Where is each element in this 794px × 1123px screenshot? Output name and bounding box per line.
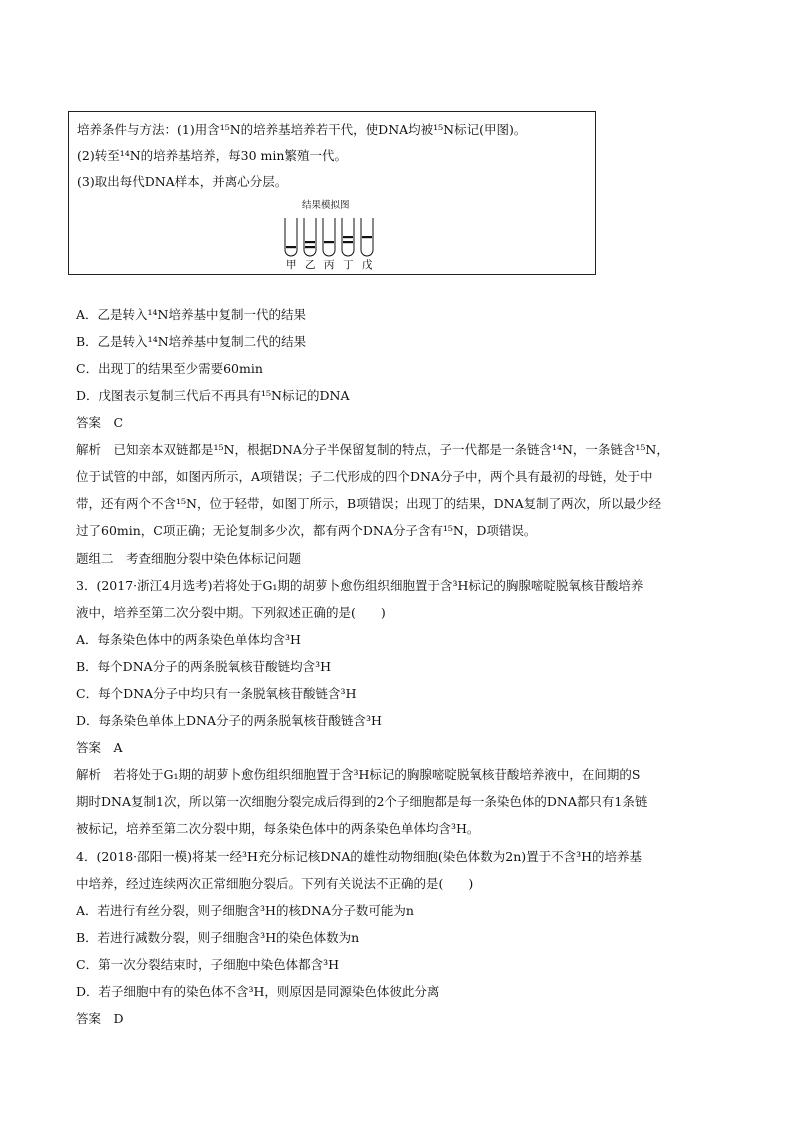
diagram-title: 结果模拟图 bbox=[302, 200, 350, 211]
band-jia-heavy bbox=[286, 246, 296, 248]
q3-option-d: D．每条染色单体上DNA分子的两条脱氧核苷酸链含³H bbox=[76, 713, 382, 728]
q2-option-b: B．乙是转入¹⁴N培养基中复制二代的结果 bbox=[76, 334, 307, 349]
band-yi-middle bbox=[305, 241, 315, 243]
band-wu-light bbox=[362, 236, 372, 238]
q3-stem: 3．(2017·浙江4月选考)若将处于G₁期的胡萝卜愈伤组织细胞置于含³H标记的胸腺嘧啶脱氧核苷酸培养 bbox=[76, 578, 644, 593]
q2-option-c: C．出现丁的结果至少需要60min bbox=[76, 361, 263, 376]
test-tube-diagram bbox=[281, 212, 381, 270]
box-line-3: (3)取出每代DNA样本，并离心分层。 bbox=[77, 174, 288, 189]
q2-analysis-line: 过了60min，C项正确；无论复制多少次，都有两个DNA分子含有¹⁵N，D项错误。 bbox=[76, 523, 537, 538]
tube-label: 丁 bbox=[343, 259, 354, 270]
q3-option-a: A．每条染色体中的两条染色单体均含³H bbox=[76, 632, 301, 647]
box-line-1: 培养条件与方法：(1)用含¹⁵N的培养基培养若干代，使DNA均被¹⁵N标记(甲图)。 bbox=[77, 122, 527, 137]
q2-option-d: D．戊图表示复制三代后不再具有¹⁵N标记的DNA bbox=[76, 388, 350, 403]
experiment-box bbox=[68, 111, 596, 275]
q3-option-c: C．每个DNA分子中均只有一条脱氧核苷酸链含³H bbox=[76, 686, 357, 701]
q2-analysis-line: 位于试管的中部，如图丙所示，A项错误；子二代形成的四个DNA分子中，两个具有最初的母链，处于中 bbox=[76, 469, 653, 484]
band-ding-light bbox=[343, 236, 353, 238]
band-yi-heavy bbox=[305, 246, 315, 248]
q3-analysis-line: 期时DNA复制1次，所以第一次细胞分裂完成后得到的2个子细胞都是每一条染色体的DNA都只有1条链 bbox=[76, 794, 648, 809]
q2-option-a: A．乙是转入¹⁴N培养基中复制一代的结果 bbox=[76, 307, 306, 322]
tube-jia bbox=[285, 218, 297, 256]
q2-analysis-line: 解析 已知亲本双链都是¹⁵N，根据DNA分子半保留复制的特点，子一代都是一条链含¹⁴N，一条链含¹⁵N， bbox=[76, 442, 669, 457]
q3-analysis-line: 解析 若将处于G₁期的胡萝卜愈伤组织细胞置于含³H标记的胸腺嘧啶脱氧核苷酸培养液中，在间期的S bbox=[76, 767, 641, 782]
q4-option-a: A．若进行有丝分裂，则子细胞含³H的核DNA分子数可能为n bbox=[76, 903, 414, 918]
tube-label: 乙 bbox=[305, 259, 316, 270]
q3-answer: 答案 A bbox=[76, 740, 123, 755]
tube-label: 丙 bbox=[324, 259, 335, 270]
tube-label: 戊 bbox=[362, 259, 373, 270]
q2-answer: 答案 C bbox=[76, 415, 124, 430]
q4-stem: 中培养，经过连续两次正常细胞分裂后。下列有关说法不正确的是( ) bbox=[76, 876, 474, 891]
tube-yi bbox=[304, 218, 316, 256]
box-line-2: (2)转至¹⁴N的培养基培养，每30 min繁殖一代。 bbox=[77, 148, 347, 163]
group-2-title: 题组二 考查细胞分裂中染色体标记问题 bbox=[76, 551, 302, 566]
q2-analysis-line: 带，还有两个不含¹⁵N，位于轻带，如图丁所示，B项错误；出现丁的结果，DNA复制了两次，所以最少经 bbox=[76, 496, 662, 511]
q3-analysis-line: 被标记，培养至第二次分裂中期，每条染色体中的两条染色单体均含³H。 bbox=[76, 821, 480, 836]
tube-label: 甲 bbox=[286, 259, 297, 270]
q3-option-b: B．每个DNA分子的两条脱氧核苷酸链均含³H bbox=[76, 659, 332, 674]
band-ding-middle bbox=[343, 241, 353, 243]
q3-stem: 液中，培养至第二次分裂中期。下列叙述正确的是( ) bbox=[76, 605, 386, 620]
q4-option-c: C．第一次分裂结束时，子细胞中染色体都含³H bbox=[76, 957, 339, 972]
band-bing-middle bbox=[324, 241, 334, 243]
q4-option-d: D．若子细胞中有的染色体不含³H，则原因是同源染色体彼此分离 bbox=[76, 984, 440, 999]
q4-answer: 答案 D bbox=[76, 1011, 124, 1026]
tube-bing bbox=[323, 218, 335, 256]
q4-stem: 4．(2018·邵阳一模)将某一经³H充分标记核DNA的雄性动物细胞(染色体数为2n)置于不含³H的培养基 bbox=[76, 849, 643, 864]
q4-option-b: B．若进行减数分裂，则子细胞含³H的染色体数为n bbox=[76, 930, 360, 945]
